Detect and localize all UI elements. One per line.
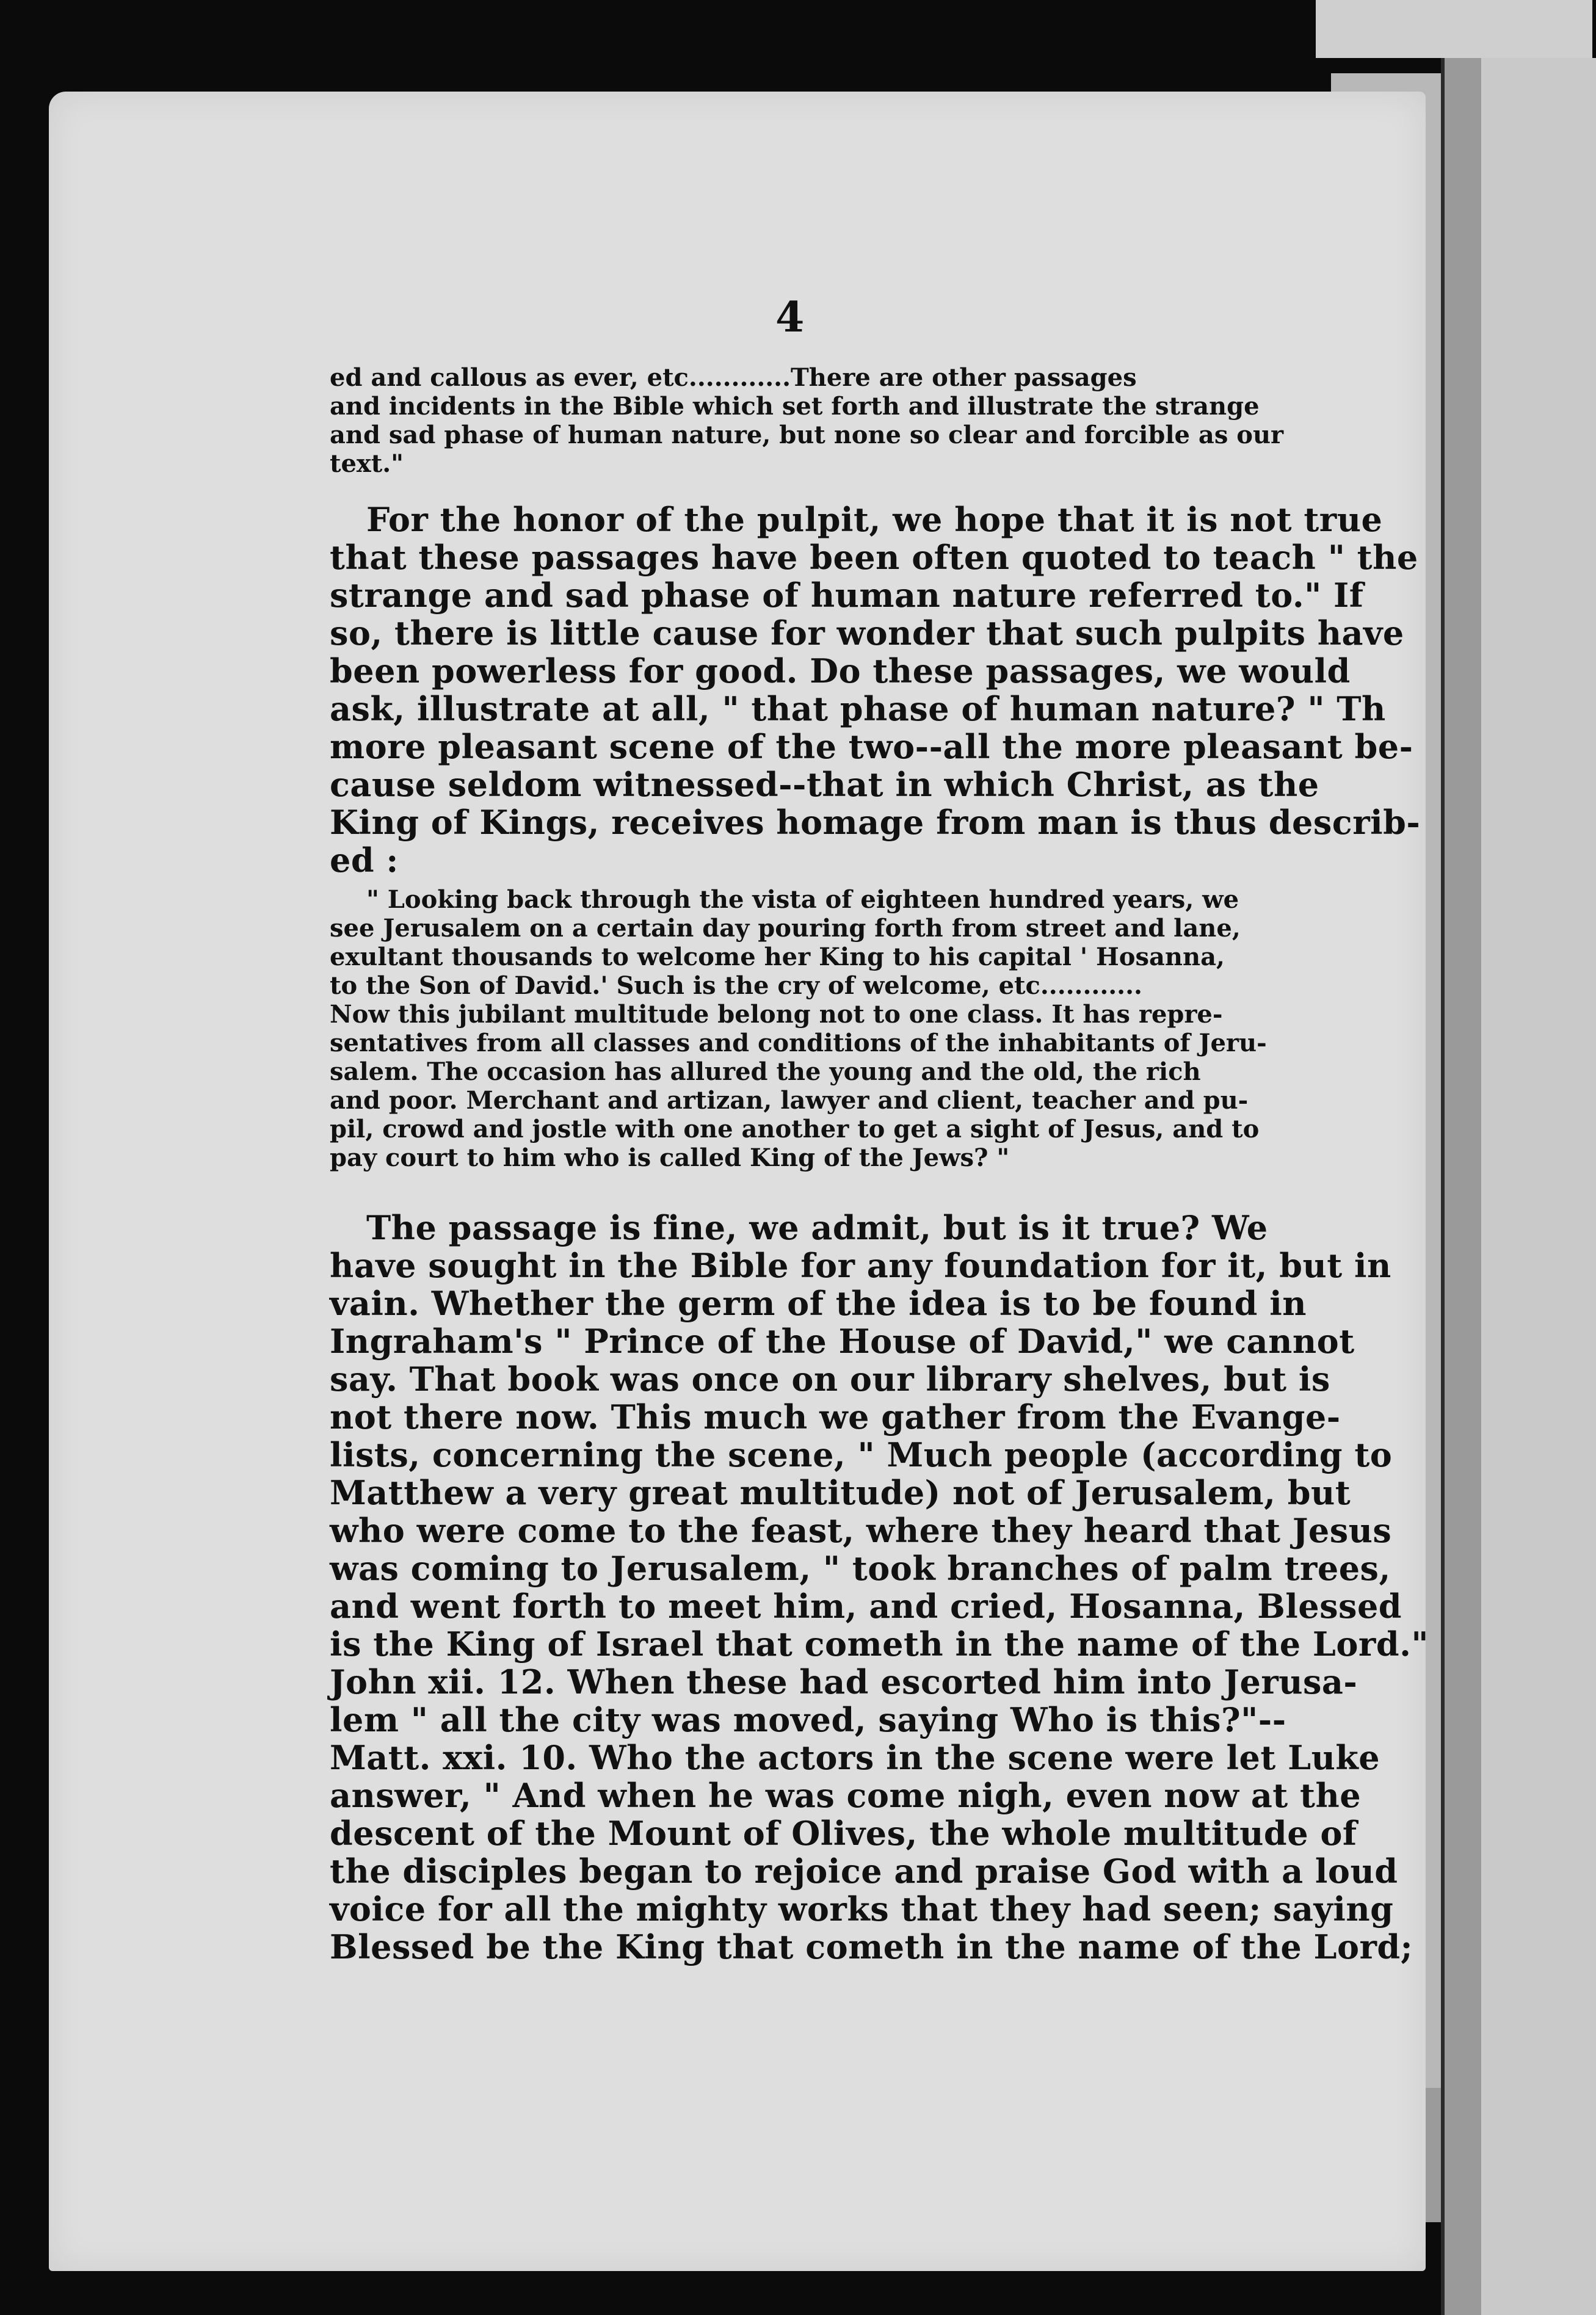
text-line: sentatives from all classes and conditions of the inhabitants of Jeru- bbox=[330, 1029, 1267, 1057]
text-line: vain. Whether the germ of the idea is to be found in bbox=[330, 1284, 1307, 1323]
text-line: Blessed be the King that cometh in the name of the Lord; bbox=[330, 1927, 1413, 1966]
text-line: to the Son of David.' Such is the cry of welcome, etc............ bbox=[330, 971, 1142, 1000]
text-line: who were come to the feast, where they heard that Jesus bbox=[330, 1511, 1392, 1550]
text-line: lists, concerning the scene, " Much people (according to bbox=[330, 1435, 1393, 1474]
text-line: The passage is fine, we admit, but is it true? We bbox=[366, 1208, 1268, 1247]
text-line: and incidents in the Bible which set forth and illustrate the strange bbox=[330, 392, 1260, 421]
text-line: ed and callous as ever, etc............There are other passages bbox=[330, 363, 1137, 392]
text-line: lem " all the city was moved, saying Who is this?"-- bbox=[330, 1700, 1286, 1739]
text-line: strange and sad phase of human nature referred to." If bbox=[330, 576, 1364, 615]
text-line: voice for all the mighty works that they had seen; saying bbox=[330, 1889, 1394, 1929]
text-line: more pleasant scene of the two--all the more pleasant be- bbox=[330, 727, 1413, 766]
text-line: " Looking back through the vista of eighteen hundred years, we bbox=[366, 885, 1239, 914]
text-line: is the King of Israel that cometh in the name of the Lord." bbox=[330, 1625, 1429, 1664]
paragraph-passage bbox=[330, 1208, 1429, 1966]
facing-page bbox=[1441, 58, 1596, 2315]
text-line: salem. The occasion has allured the young and the old, the rich bbox=[330, 1057, 1201, 1086]
text-line: exultant thousands to welcome her King to his capital ' Hosanna, bbox=[330, 943, 1225, 971]
text-line: Now this jubilant multitude belong not to one class. It has repre- bbox=[330, 1000, 1223, 1029]
paragraph-pulpit bbox=[330, 500, 1421, 880]
page-number: 4 bbox=[775, 293, 805, 342]
text-line: ed : bbox=[330, 841, 399, 880]
text-line: John xii. 12. When these had escorted him into Jerusa- bbox=[330, 1662, 1358, 1701]
text-line: ask, illustrate at all, " that phase of human nature? " Th bbox=[330, 689, 1386, 728]
binding-seam bbox=[1445, 58, 1481, 2315]
text-line: King of Kings, receives homage from man is thus describ- bbox=[330, 803, 1421, 842]
text-line: Matthew a very great multitude) not of Jerusalem, but bbox=[330, 1473, 1351, 1512]
text-line: and poor. Merchant and artizan, lawyer and client, teacher and pu- bbox=[330, 1086, 1249, 1115]
text-line: see Jerusalem on a certain day pouring forth from street and lane, bbox=[330, 914, 1241, 943]
text-line: Matt. xxi. 10. Who the actors in the scene were let Luke bbox=[330, 1738, 1380, 1777]
text-line: and sad phase of human nature, but none so clear and forcible as our bbox=[330, 421, 1284, 449]
text-line: descent of the Mount of Olives, the whole multitude of bbox=[330, 1814, 1357, 1853]
text-line: and went forth to meet him, and cried, Hosanna, Blessed bbox=[330, 1587, 1402, 1626]
text-line: pil, crowd and jostle with one another to get a sight of Jesus, and to bbox=[330, 1115, 1260, 1143]
text-line: cause seldom witnessed--that in which Christ, as the bbox=[330, 765, 1319, 804]
top-paper-strip bbox=[1316, 0, 1592, 58]
text-line: have sought in the Bible for any foundation for it, but in bbox=[330, 1246, 1391, 1285]
fragment-paragraph bbox=[330, 363, 1284, 478]
text-line: say. That book was once on our library shelves, but is bbox=[330, 1360, 1330, 1399]
text-line: so, there is little cause for wonder that such pulpits have bbox=[330, 614, 1404, 653]
text-line: been powerless for good. Do these passages, we would bbox=[330, 651, 1351, 690]
text-line: For the honor of the pulpit, we hope that it is not true bbox=[366, 500, 1383, 539]
text-line: answer, " And when he was come nigh, even now at the bbox=[330, 1776, 1362, 1815]
text-line: text." bbox=[330, 449, 404, 478]
text-line: that these passages have been often quoted to teach " the bbox=[330, 538, 1418, 577]
text-line: pay court to him who is called King of the Jews? " bbox=[330, 1143, 1010, 1172]
text-line: not there now. This much we gather from the Evange- bbox=[330, 1397, 1341, 1436]
text-line: was coming to Jerusalem, " took branches of palm trees, bbox=[330, 1549, 1391, 1588]
text-line: Ingraham's " Prince of the House of David," we cannot bbox=[330, 1322, 1355, 1361]
scanned-page bbox=[49, 92, 1429, 2271]
text-line: the disciples began to rejoice and praise God with a loud bbox=[330, 1852, 1398, 1891]
block-quote bbox=[330, 885, 1270, 1172]
